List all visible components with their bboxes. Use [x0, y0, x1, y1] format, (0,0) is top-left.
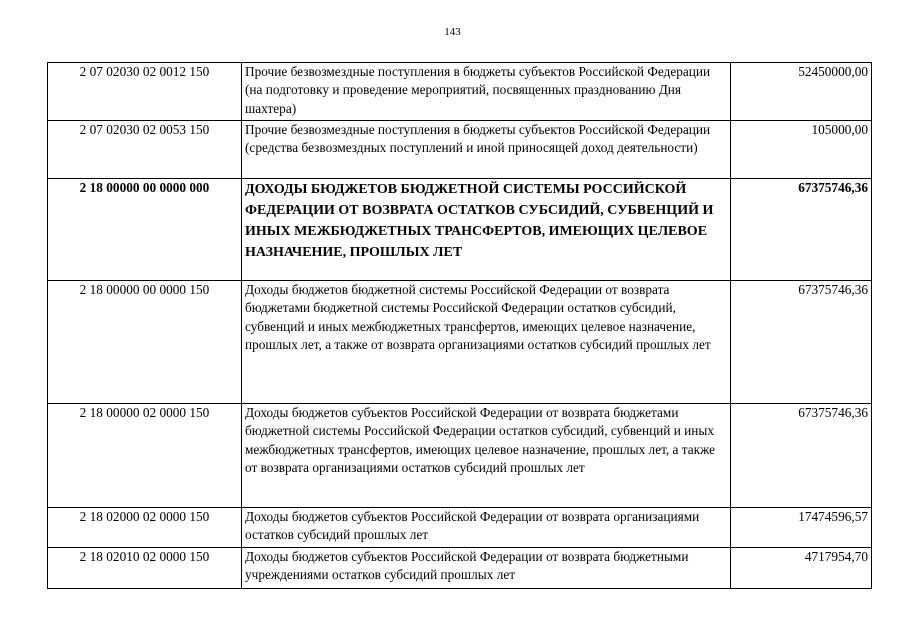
budget-code-cell: 2 07 02030 02 0053 150	[48, 121, 242, 179]
budget-code-cell: 2 18 00000 00 0000 000	[48, 179, 242, 281]
budget-code-cell: 2 18 00000 02 0000 150	[48, 404, 242, 508]
description-cell: ДОХОДЫ БЮДЖЕТОВ БЮДЖЕТНОЙ СИСТЕМЫ РОССИЙСКОЙ ФЕДЕРАЦИИ ОТ ВОЗВРАТА ОСТАТКОВ СУБСИДИЙ, СУБВЕНЦИЙ И ИНЫХ МЕЖБЮДЖЕТНЫХ ТРАНСФЕРТОВ, ИМЕЮЩИХ ЦЕЛЕВОЕ НАЗНАЧЕНИЕ, ПРОШЛЫХ ЛЕТ	[242, 179, 731, 281]
table-row	[48, 281, 872, 404]
table-row	[48, 404, 872, 508]
description-cell: Доходы бюджетов бюджетной системы Российской Федерации от возврата бюджетами бюджетной системы Российской Федерации остатков субсидий, субвенций и иных межбюджетных трансфертов, имеющих целевое назначение, прошлых лет, а также от возврата организациями остатков субсидий прошлых лет	[242, 281, 731, 404]
table-row	[48, 121, 872, 179]
description-cell: Прочие безвозмездные поступления в бюджеты субъектов Российской Федерации (на подготовку и проведение мероприятий, посвященных празднованию Дня шахтера)	[242, 63, 731, 121]
description-cell: Прочие безвозмездные поступления в бюджеты субъектов Российской Федерации (средства безвозмездных поступлений и иной приносящей доход деятельности)	[242, 121, 731, 179]
table-row-section-total	[48, 179, 872, 281]
revenue-table	[47, 62, 872, 589]
budget-code-cell: 2 18 02000 02 0000 150	[48, 508, 242, 548]
page-number: 143	[444, 26, 461, 38]
amount-cell: 67375746,36	[731, 404, 872, 508]
table-row	[48, 63, 872, 121]
table-row	[48, 508, 872, 548]
budget-code-cell: 2 18 00000 00 0000 150	[48, 281, 242, 404]
description-cell: Доходы бюджетов субъектов Российской Федерации от возврата организациями остатков субсидий прошлых лет	[242, 508, 731, 548]
amount-cell: 67375746,36	[731, 179, 872, 281]
table-row	[48, 548, 872, 589]
amount-cell: 17474596,57	[731, 508, 872, 548]
amount-cell: 67375746,36	[731, 281, 872, 404]
description-cell: Доходы бюджетов субъектов Российской Федерации от возврата бюджетными учреждениями остатков субсидий прошлых лет	[242, 548, 731, 589]
amount-cell: 52450000,00	[731, 63, 872, 121]
amount-cell: 105000,00	[731, 121, 872, 179]
amount-cell: 4717954,70	[731, 548, 872, 589]
description-cell: Доходы бюджетов субъектов Российской Федерации от возврата бюджетами бюджетной системы Российской Федерации остатков субсидий, субвенций и иных межбюджетных трансфертов, имеющих целевое назначение, прошлых лет, а также от возврата организациями остатков субсидий прошлых лет	[242, 404, 731, 508]
budget-code-cell: 2 07 02030 02 0012 150	[48, 63, 242, 121]
budget-code-cell: 2 18 02010 02 0000 150	[48, 548, 242, 589]
